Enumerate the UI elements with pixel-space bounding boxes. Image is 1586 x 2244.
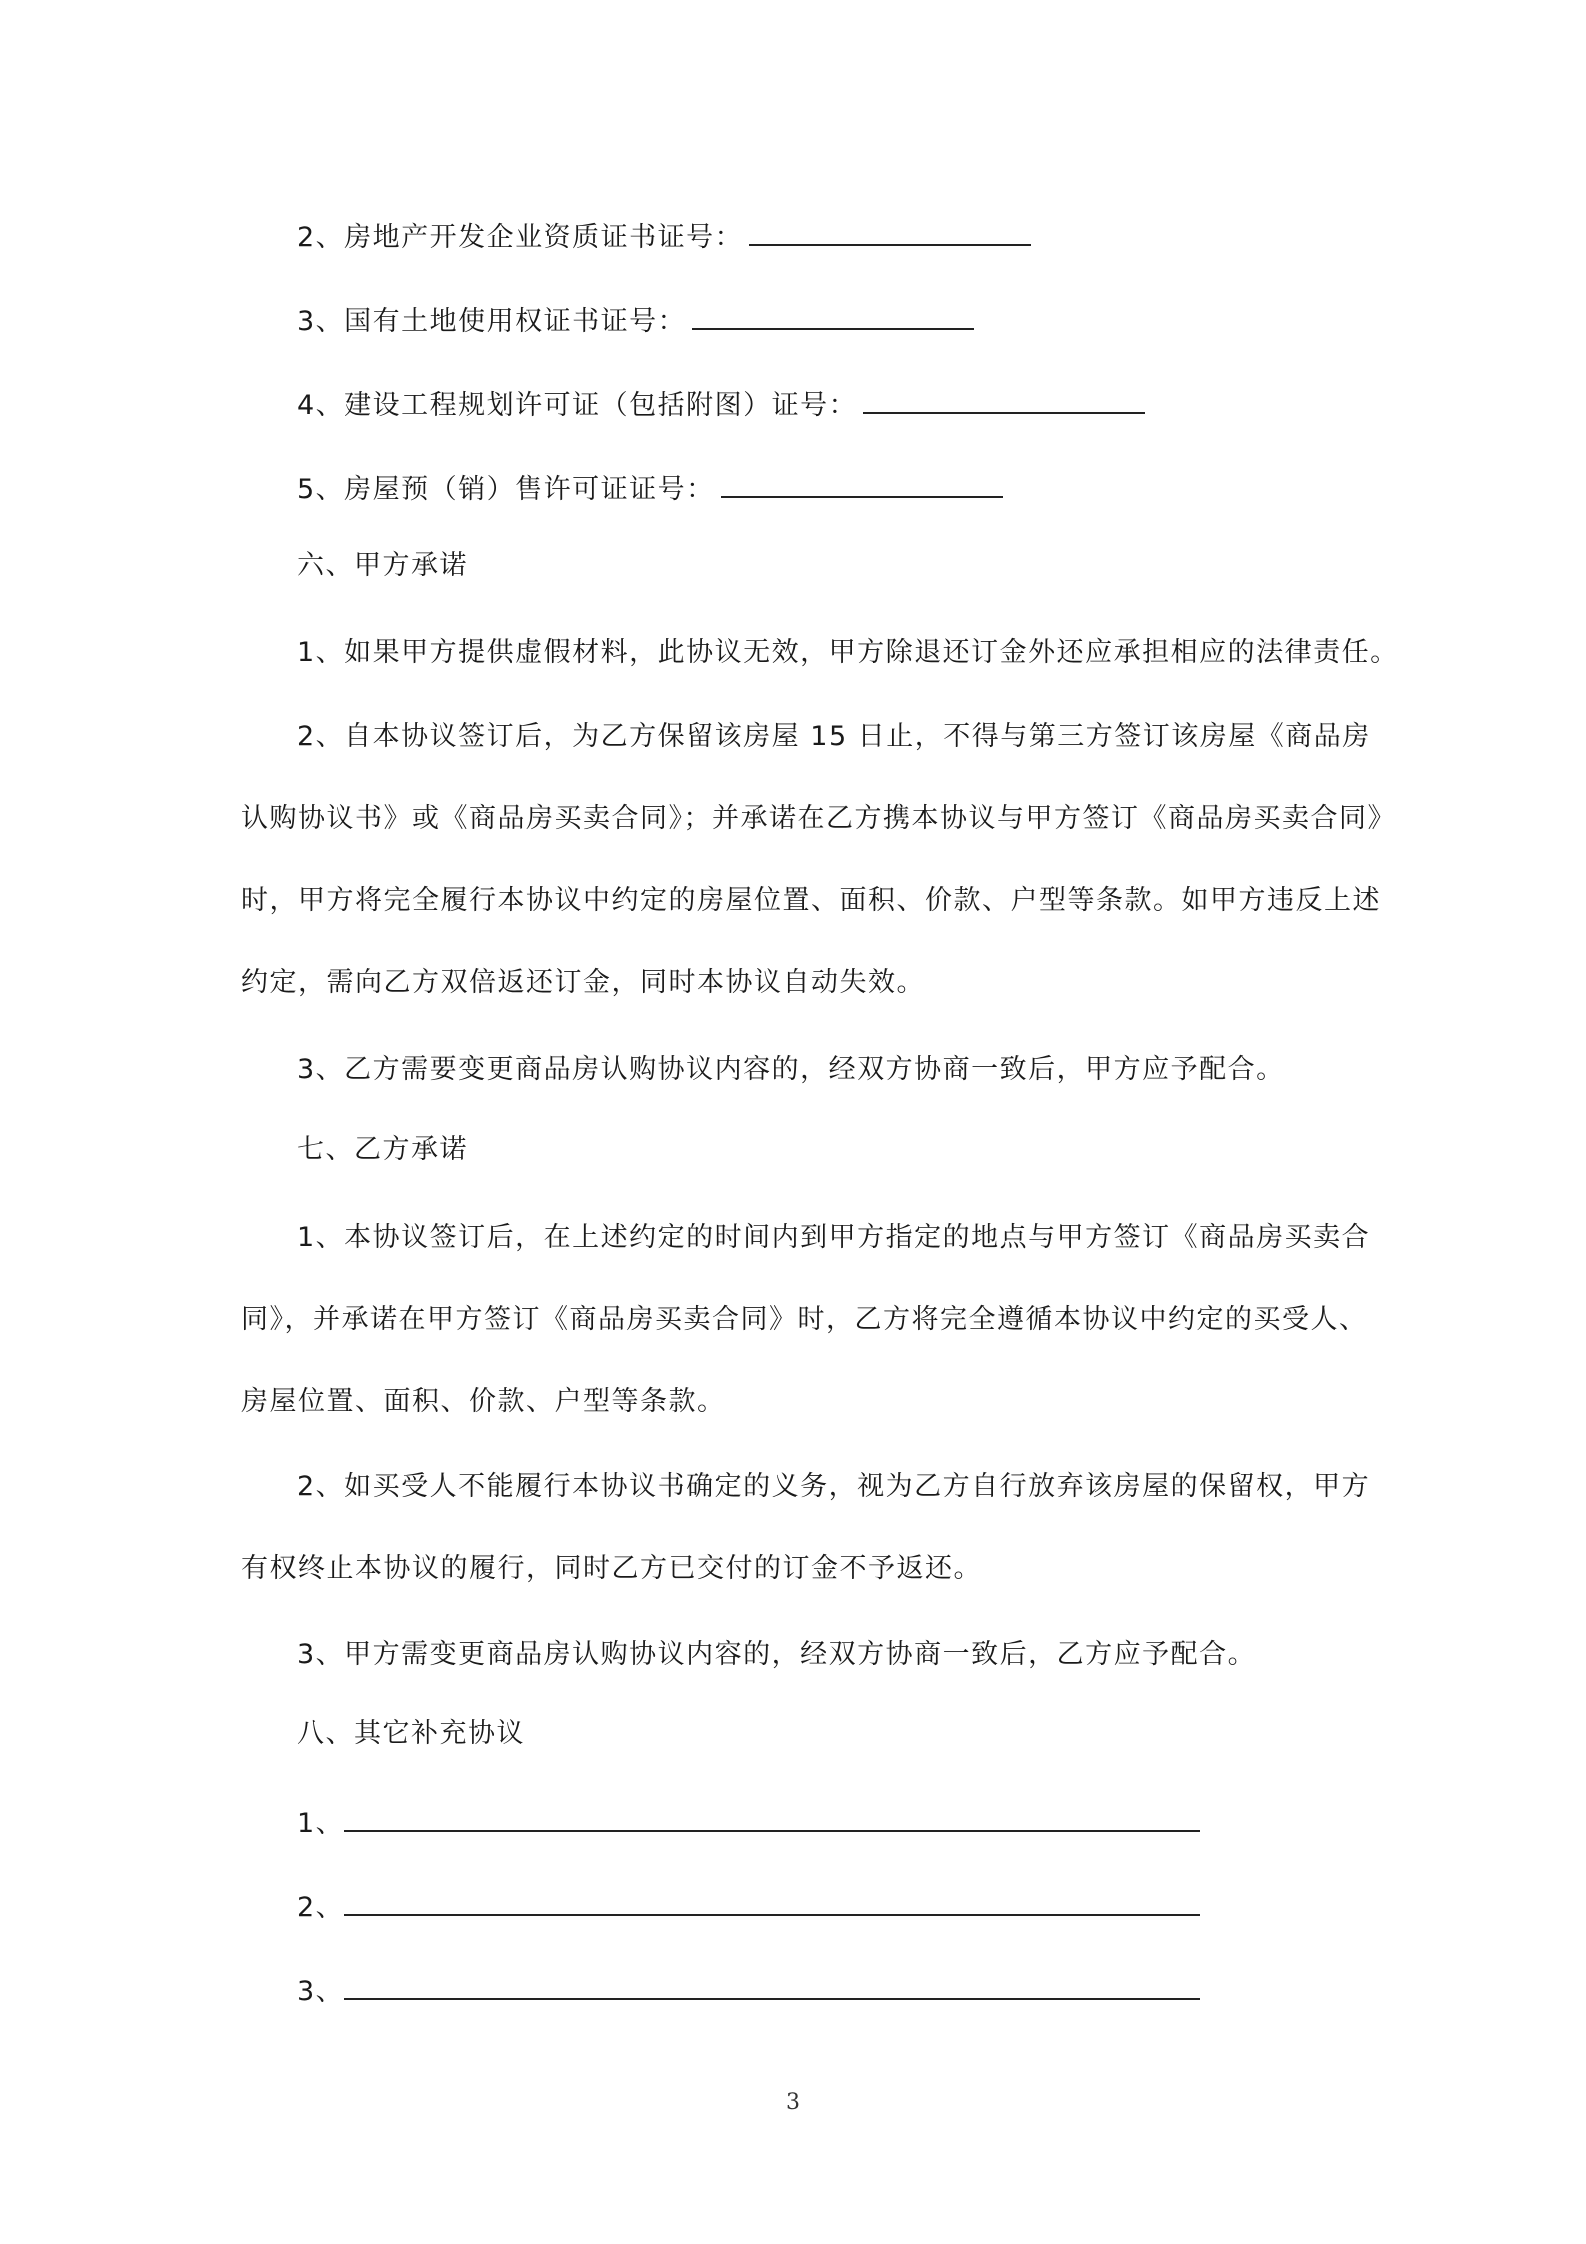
- fill-in-blank[interactable]: [721, 470, 1003, 498]
- supplement-number: 2、: [297, 1892, 345, 1923]
- fill-in-blank[interactable]: [749, 218, 1031, 246]
- section-7-item-2-line-2: 有权终止本协议的履行，同时乙方已交付的订金不予返还。: [241, 1553, 982, 1584]
- fill-in-blank[interactable]: [692, 302, 974, 330]
- field-presale-permit: [297, 470, 1003, 508]
- section-7-heading: 七、乙方承诺: [297, 1134, 468, 1165]
- section-6-item-3: 3、乙方需要变更商品房认购协议内容的，经双方协商一致后，甲方应予配合。: [297, 1054, 1285, 1085]
- section-6-item-2-line-4: 约定，需向乙方双倍返还订金，同时本协议自动失效。: [241, 967, 925, 998]
- fill-in-blank[interactable]: [863, 386, 1145, 414]
- field-qualification-cert: [297, 218, 1031, 256]
- field-planning-permit: [297, 386, 1145, 424]
- field-label: 2、房地产开发企业资质证书证号：: [297, 222, 744, 253]
- field-label: 5、房屋预（销）售许可证证号：: [297, 474, 715, 505]
- section-7-item-3: 3、甲方需变更商品房认购协议内容的，经双方协商一致后，乙方应予配合。: [297, 1639, 1257, 1670]
- fill-in-blank[interactable]: [344, 1972, 1200, 2000]
- field-land-use-cert: [297, 302, 974, 340]
- section-6-item-2-line-3: 时，甲方将完全履行本协议中约定的房屋位置、面积、价款、户型等条款。如甲方违反上述: [241, 885, 1381, 916]
- supplement-number: 3、: [297, 1976, 345, 2007]
- section-7-item-1-line-2: 同》，并承诺在甲方签订《商品房买卖合同》时，乙方将完全遵循本协议中约定的买受人、: [241, 1304, 1368, 1335]
- section-7-item-1-line-3: 房屋位置、面积、价款、户型等条款。: [241, 1386, 726, 1417]
- page-number: 3: [786, 2090, 800, 2115]
- section-6-item-2-line-1: 2、自本协议签订后，为乙方保留该房屋 15 日止，不得与第三方签订该房屋《商品房: [297, 721, 1371, 752]
- fill-in-blank[interactable]: [344, 1888, 1200, 1916]
- supplement-item-2: [297, 1888, 1200, 1926]
- supplement-item-1: [297, 1804, 1200, 1842]
- section-6-heading: 六、甲方承诺: [297, 550, 468, 581]
- supplement-item-3: [297, 1972, 1200, 2010]
- section-7-item-2-line-1: 2、如买受人不能履行本协议书确定的义务，视为乙方自行放弃该房屋的保留权，甲方: [297, 1471, 1371, 1502]
- fill-in-blank[interactable]: [344, 1804, 1200, 1832]
- field-label: 3、国有土地使用权证书证号：: [297, 306, 687, 337]
- supplement-number: 1、: [297, 1808, 345, 1839]
- section-7-item-1-line-1: 1、本协议签订后，在上述约定的时间内到甲方指定的地点与甲方签订《商品房买卖合: [297, 1222, 1371, 1253]
- section-8-heading: 八、其它补充协议: [297, 1718, 525, 1749]
- section-6-item-2-line-2: 认购协议书》或《商品房买卖合同》；并承诺在乙方携本协议与甲方签订《商品房买卖合同》: [241, 803, 1396, 834]
- section-6-item-1: 1、如果甲方提供虚假材料，此协议无效，甲方除退还订金外还应承担相应的法律责任。: [297, 637, 1399, 668]
- field-label: 4、建设工程规划许可证（包括附图）证号：: [297, 390, 858, 421]
